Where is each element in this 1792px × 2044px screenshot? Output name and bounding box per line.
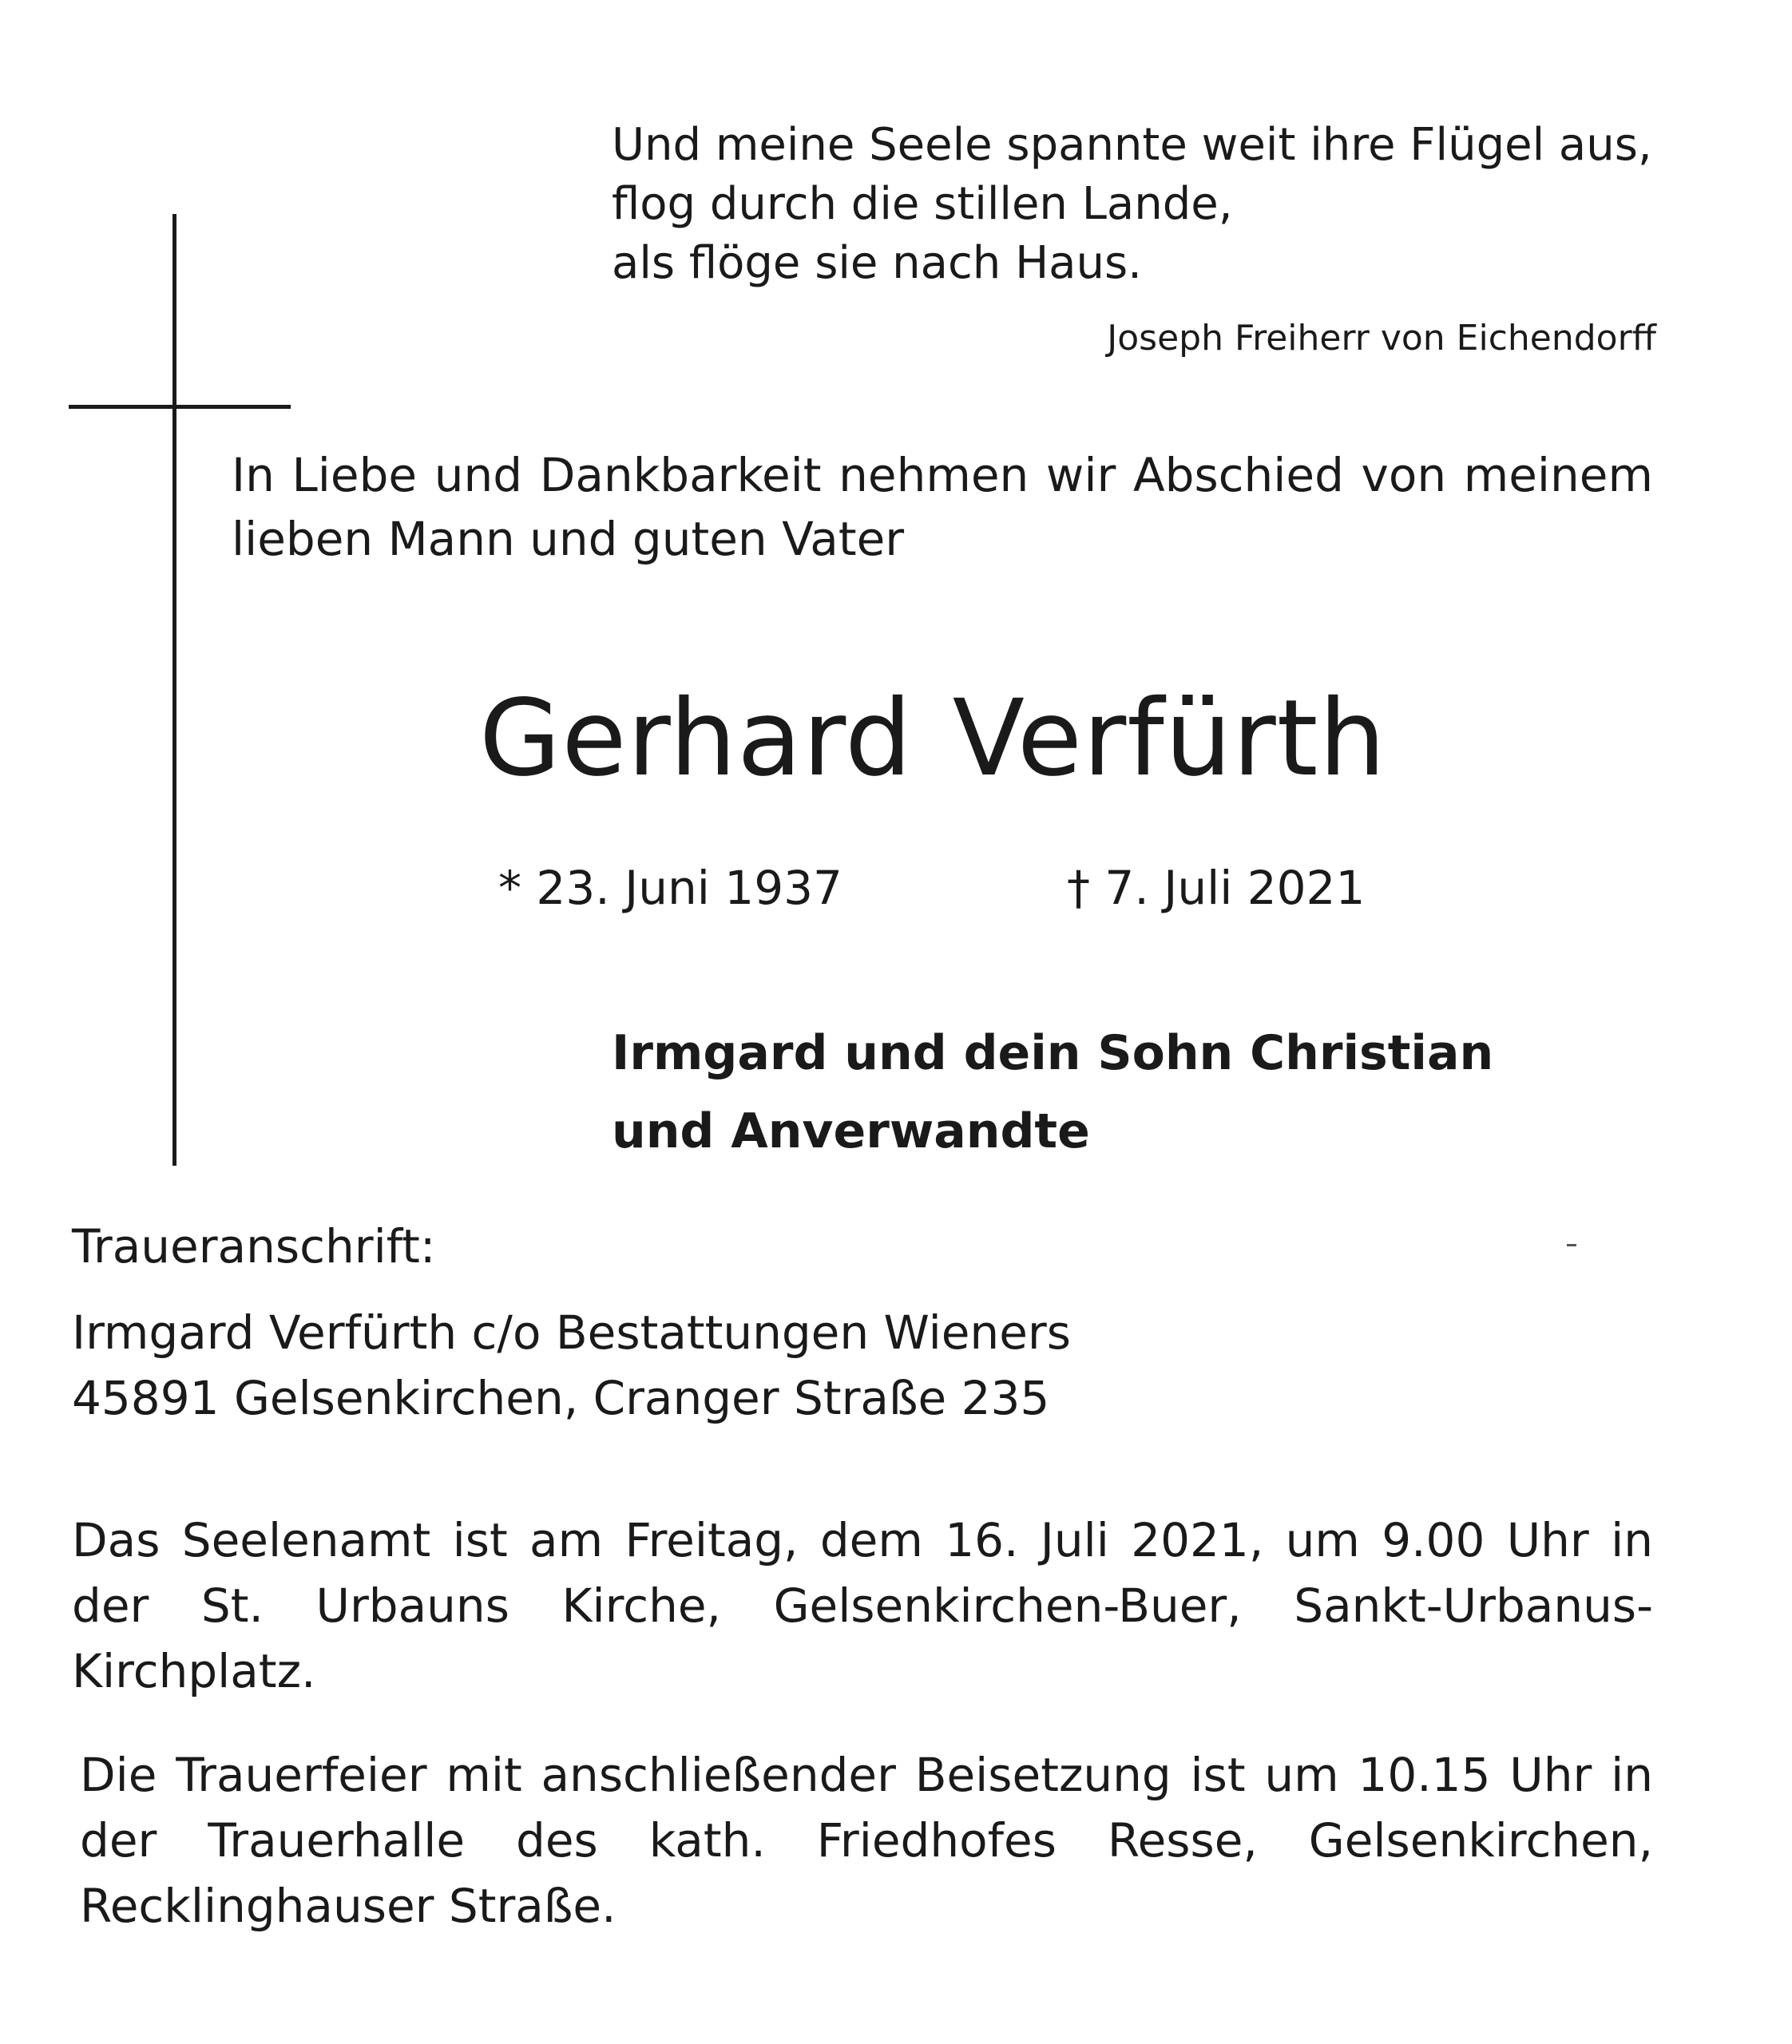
cross-icon-crossbar bbox=[69, 405, 291, 409]
poem-line-3: als flöge sie nach Haus. bbox=[612, 237, 1142, 289]
family-line-2: und Anverwandte bbox=[612, 1103, 1090, 1159]
first-name: Gerhard bbox=[479, 677, 913, 800]
intro-text: In Liebe und Dankbarkeit nehmen wir Abschied von meinem lieben Mann und guten Vater bbox=[232, 448, 1653, 566]
poem bbox=[612, 116, 1652, 293]
funeral-info: Die Trauerfeier mit anschließender Beisetzung ist um 10.15 Uhr in der Trauerhalle des kath. Friedhofes Resse, Gelsenkirchen, Recklinghauser Straße. bbox=[80, 1748, 1653, 1933]
address bbox=[72, 1300, 1071, 1431]
address-line-2: 45891 Gelsenkirchen, Cranger Straße 235 bbox=[72, 1371, 1050, 1425]
cross-icon bbox=[172, 214, 176, 1166]
address-line-1: Irmgard Verfürth c/o Bestattungen Wieners bbox=[72, 1305, 1071, 1360]
death-date: † 7. Juli 2021 bbox=[1067, 861, 1366, 915]
mass-info: Das Seelenamt ist am Freitag, dem 16. Juli 2021, um 9.00 Uhr in der St. Urbauns Kirche, Gelsenkirchen-Buer, Sankt-Urbanus-Kirchplatz. bbox=[72, 1513, 1653, 1698]
scan-speck bbox=[1567, 1244, 1576, 1246]
last-name: Verfürth bbox=[952, 677, 1387, 800]
poem-author: Joseph Freiherr von Eichendorff bbox=[1107, 318, 1656, 358]
deceased-name bbox=[479, 677, 1386, 800]
birth-date: * 23. Juni 1937 bbox=[498, 861, 842, 915]
address-label: Traueranschrift: bbox=[72, 1219, 436, 1274]
family-signature bbox=[612, 1014, 1493, 1171]
poem-line-2: flog durch die stillen Lande, bbox=[612, 178, 1233, 230]
poem-line-1: Und meine Seele spannte weit ihre Flügel aus, bbox=[612, 119, 1652, 171]
family-line-1: Irmgard und dein Sohn Christian bbox=[612, 1025, 1494, 1081]
